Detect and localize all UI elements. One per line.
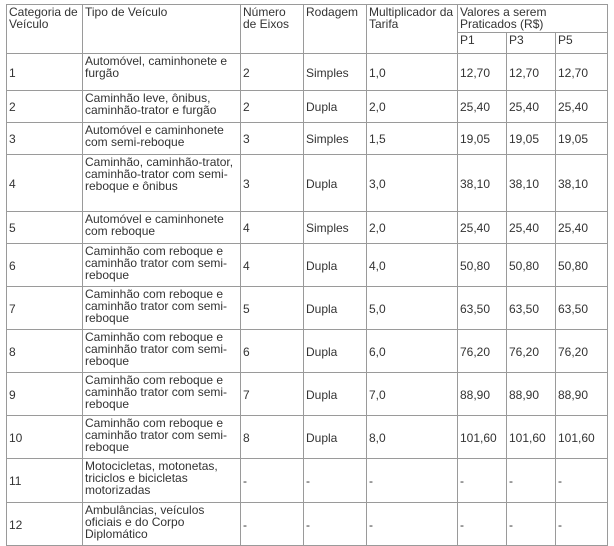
cell-eixos: 6	[241, 330, 304, 373]
cell-tipo: Automóvel e caminhonete com reboque	[83, 212, 241, 244]
table-row	[7, 54, 608, 91]
cell-categoria: 12	[7, 503, 83, 546]
cell-rodagem: Simples	[304, 123, 367, 155]
cell-multiplicador: -	[367, 459, 458, 503]
cell-rodagem: Dupla	[304, 373, 367, 416]
cell-p3: 38,10	[507, 155, 556, 212]
header-rodagem: Rodagem	[304, 5, 367, 54]
cell-eixos: 7	[241, 373, 304, 416]
cell-multiplicador: 4,0	[367, 244, 458, 287]
table-row	[7, 123, 608, 155]
cell-eixos: -	[241, 459, 304, 503]
cell-tipo: Caminhão com reboque e caminhão trator com semi-reboque	[83, 330, 241, 373]
cell-multiplicador: 8,0	[367, 416, 458, 459]
cell-p1: -	[458, 503, 507, 546]
cell-tipo: Automóvel, caminhonete e furgão	[83, 54, 241, 91]
header-p1: P1	[458, 33, 507, 54]
cell-p1: 38,10	[458, 155, 507, 212]
cell-rodagem: Dupla	[304, 155, 367, 212]
cell-p1: 63,50	[458, 287, 507, 330]
table-row	[7, 373, 608, 416]
cell-eixos: 3	[241, 155, 304, 212]
cell-categoria: 4	[7, 155, 83, 212]
table-row	[7, 503, 608, 546]
cell-multiplicador: 3,0	[367, 155, 458, 212]
cell-eixos: -	[241, 503, 304, 546]
cell-p1: -	[458, 459, 507, 503]
cell-p3: 101,60	[507, 416, 556, 459]
cell-multiplicador: 6,0	[367, 330, 458, 373]
cell-p1: 25,40	[458, 212, 507, 244]
cell-rodagem: Dupla	[304, 416, 367, 459]
cell-rodagem: -	[304, 503, 367, 546]
cell-p5: 25,40	[556, 212, 608, 244]
cell-categoria: 7	[7, 287, 83, 330]
cell-rodagem: Dupla	[304, 91, 367, 123]
cell-eixos: 8	[241, 416, 304, 459]
cell-categoria: 5	[7, 212, 83, 244]
header-p5: P5	[556, 33, 608, 54]
cell-p3: 25,40	[507, 91, 556, 123]
cell-tipo: Caminhão com reboque e caminhão trator com semi-reboque	[83, 373, 241, 416]
cell-p5: 63,50	[556, 287, 608, 330]
cell-p3: -	[507, 459, 556, 503]
header-eixos: Número de Eixos	[241, 5, 304, 54]
header-p3: P3	[507, 33, 556, 54]
cell-p3: 76,20	[507, 330, 556, 373]
cell-eixos: 5	[241, 287, 304, 330]
cell-multiplicador: 7,0	[367, 373, 458, 416]
cell-p1: 25,40	[458, 91, 507, 123]
cell-categoria: 8	[7, 330, 83, 373]
cell-categoria: 6	[7, 244, 83, 287]
table-row	[7, 91, 608, 123]
cell-p3: 12,70	[507, 54, 556, 91]
cell-p3: 63,50	[507, 287, 556, 330]
cell-rodagem: Dupla	[304, 287, 367, 330]
cell-multiplicador: 5,0	[367, 287, 458, 330]
cell-p1: 19,05	[458, 123, 507, 155]
cell-multiplicador: 2,0	[367, 91, 458, 123]
cell-eixos: 4	[241, 212, 304, 244]
header-categoria: Categoria de Veículo	[7, 5, 83, 54]
table-row	[7, 459, 608, 503]
cell-p5: -	[556, 503, 608, 546]
table-row	[7, 287, 608, 330]
cell-tipo: Caminhão com reboque e caminhão trator com semi-reboque	[83, 244, 241, 287]
table-row	[7, 330, 608, 373]
cell-multiplicador: 2,0	[367, 212, 458, 244]
table-row	[7, 244, 608, 287]
cell-categoria: 9	[7, 373, 83, 416]
cell-p3: 88,90	[507, 373, 556, 416]
cell-rodagem: Dupla	[304, 330, 367, 373]
cell-p3: 50,80	[507, 244, 556, 287]
cell-p3: 25,40	[507, 212, 556, 244]
header-multiplicador: Multiplicador da Tarifa	[367, 5, 458, 54]
cell-p5: -	[556, 459, 608, 503]
table-row	[7, 416, 608, 459]
cell-p1: 12,70	[458, 54, 507, 91]
cell-rodagem: Simples	[304, 54, 367, 91]
table-row	[7, 212, 608, 244]
cell-eixos: 4	[241, 244, 304, 287]
cell-p5: 25,40	[556, 91, 608, 123]
cell-eixos: 2	[241, 54, 304, 91]
cell-p1: 88,90	[458, 373, 507, 416]
cell-rodagem: -	[304, 459, 367, 503]
header-tipo: Tipo de Veículo	[83, 5, 241, 54]
cell-tipo: Caminhão com reboque e caminhão trator com semi-reboque	[83, 287, 241, 330]
cell-p5: 12,70	[556, 54, 608, 91]
toll-rates-table	[6, 4, 608, 546]
cell-categoria: 1	[7, 54, 83, 91]
cell-tipo: Ambulâncias, veículos oficiais e do Corpo Diplomático	[83, 503, 241, 546]
cell-p1: 50,80	[458, 244, 507, 287]
cell-categoria: 11	[7, 459, 83, 503]
cell-rodagem: Simples	[304, 212, 367, 244]
cell-tipo: Automóvel e caminhonete com semi-reboque	[83, 123, 241, 155]
header-row	[7, 5, 608, 33]
cell-categoria: 10	[7, 416, 83, 459]
cell-tipo: Caminhão com reboque e caminhão trator com semi-reboque	[83, 416, 241, 459]
cell-p5: 19,05	[556, 123, 608, 155]
cell-categoria: 2	[7, 91, 83, 123]
cell-multiplicador: 1,0	[367, 54, 458, 91]
cell-p5: 88,90	[556, 373, 608, 416]
cell-tipo: Caminhão, caminhão-trator, caminhão-trator com semi-reboque e ônibus	[83, 155, 241, 212]
cell-tipo: Caminhão leve, ônibus, caminhão-trator e furgão	[83, 91, 241, 123]
cell-tipo: Motocicletas, motonetas, triciclos e bicicletas motorizadas	[83, 459, 241, 503]
cell-eixos: 3	[241, 123, 304, 155]
cell-multiplicador: 1,5	[367, 123, 458, 155]
table-body	[7, 54, 608, 546]
cell-p1: 76,20	[458, 330, 507, 373]
cell-p3: 19,05	[507, 123, 556, 155]
cell-p5: 76,20	[556, 330, 608, 373]
table-row	[7, 155, 608, 212]
cell-p5: 38,10	[556, 155, 608, 212]
cell-p3: -	[507, 503, 556, 546]
cell-p1: 101,60	[458, 416, 507, 459]
cell-multiplicador: -	[367, 503, 458, 546]
header-valores: Valores a serem Praticados (R$)	[458, 5, 608, 33]
cell-rodagem: Dupla	[304, 244, 367, 287]
cell-eixos: 2	[241, 91, 304, 123]
cell-p5: 101,60	[556, 416, 608, 459]
cell-p5: 50,80	[556, 244, 608, 287]
cell-categoria: 3	[7, 123, 83, 155]
